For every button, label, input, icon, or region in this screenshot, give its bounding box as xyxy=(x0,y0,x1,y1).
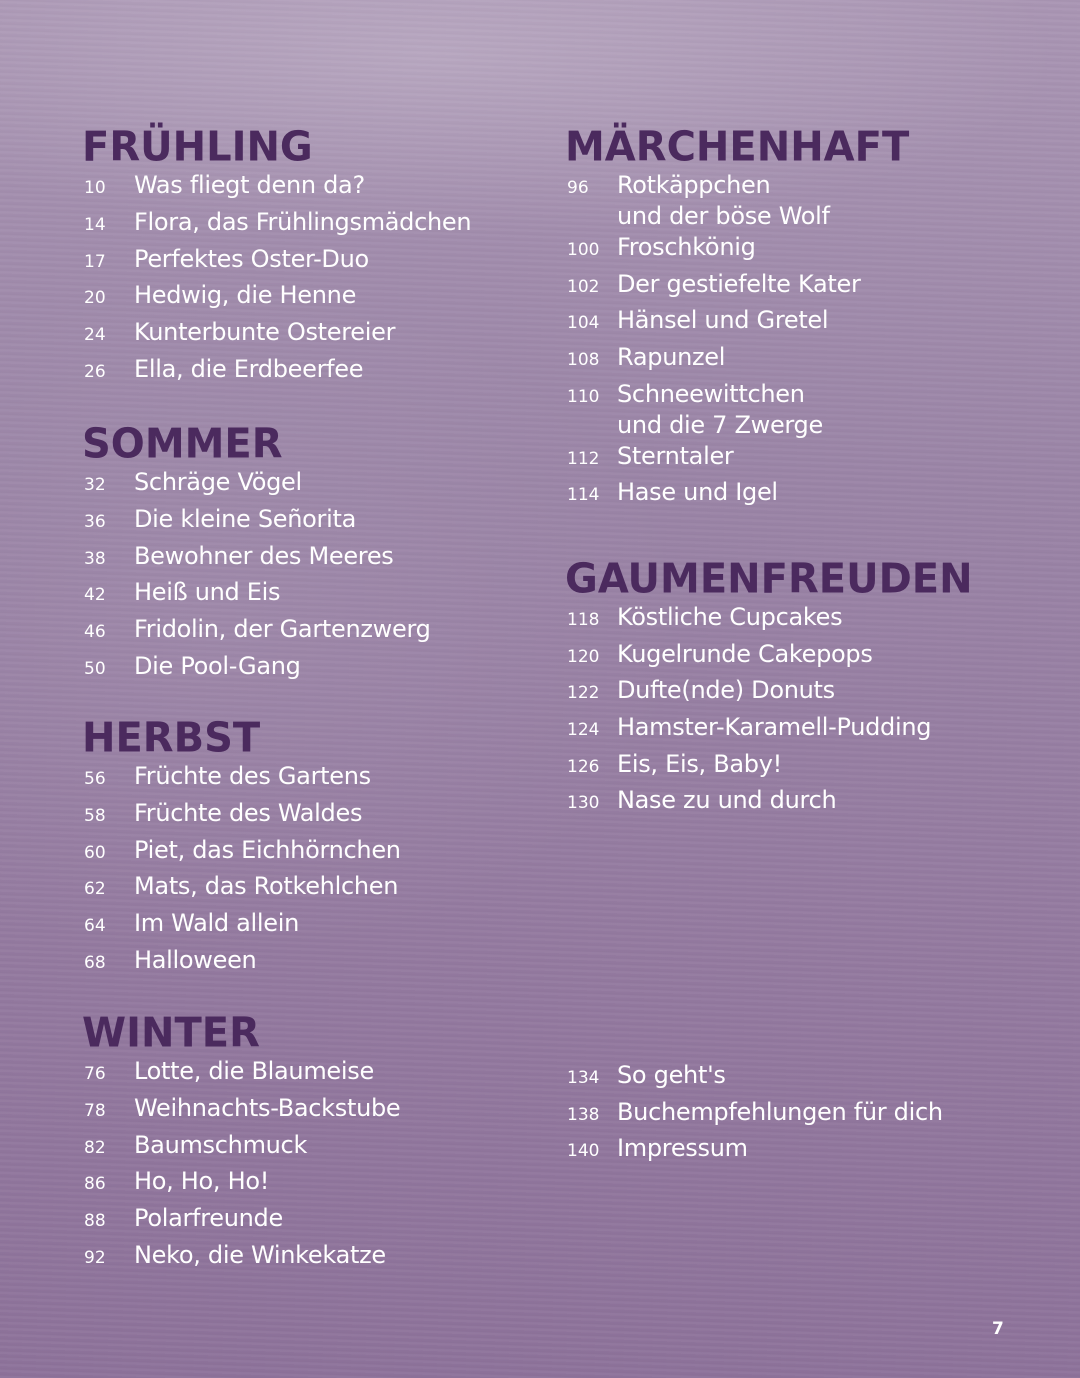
toc-entry[interactable] xyxy=(84,354,471,391)
toc-entry[interactable] xyxy=(567,1060,943,1097)
entry-page: 60 xyxy=(84,842,106,863)
toc-entry[interactable] xyxy=(567,170,909,232)
entry-page: 14 xyxy=(84,214,106,235)
section-herbst xyxy=(84,715,401,982)
entry-title: Perfektes Oster-Duo xyxy=(134,244,369,273)
entry-title: Rapunzel xyxy=(617,343,726,372)
entry-page: 130 xyxy=(567,793,600,814)
entry-title: Hase und Igel xyxy=(617,478,778,507)
entry-title: Polarfreunde xyxy=(134,1204,283,1233)
entry-title: Eis, Eis, Baby! xyxy=(617,749,782,778)
section-fruehling xyxy=(84,124,471,391)
section-heading: SOMMER xyxy=(82,420,283,468)
entry-page: 50 xyxy=(84,658,106,679)
entry-title: Hedwig, die Henne xyxy=(134,281,357,310)
entry-page: 96 xyxy=(567,178,589,198)
entry-title: So geht's xyxy=(617,1061,726,1089)
toc-entry[interactable] xyxy=(84,1093,400,1130)
entry-title: Mats, das Rotkehlchen xyxy=(134,872,399,901)
section-appendix xyxy=(567,1060,943,1170)
entry-page: 62 xyxy=(84,879,106,900)
toc-entry[interactable] xyxy=(567,342,909,379)
entry-title: Impressum xyxy=(617,1134,748,1163)
section-winter xyxy=(84,1010,400,1277)
section-heading: FRÜHLING xyxy=(82,123,313,171)
entry-page: 42 xyxy=(84,585,106,606)
entry-title: Neko, die Winkekatze xyxy=(134,1240,386,1269)
entry-title: Früchte des Gartens xyxy=(134,762,371,790)
toc-entry[interactable] xyxy=(84,908,401,945)
entry-page: 114 xyxy=(567,485,600,506)
entry-title: Schneewittchen und die 7 Zwerge xyxy=(617,379,823,439)
entry-title: Ella, die Erdbeerfee xyxy=(134,354,364,383)
entry-page: 76 xyxy=(84,1064,106,1084)
section-gaumenfreuden xyxy=(567,556,973,822)
entry-title: Nase zu und durch xyxy=(617,786,837,815)
entry-title: Lotte, die Blaumeise xyxy=(134,1057,374,1085)
entry-page: 124 xyxy=(567,720,600,741)
section-sommer xyxy=(84,421,431,688)
entry-title: Hamster-Karamell-Pudding xyxy=(617,713,932,742)
entry-page: 38 xyxy=(84,548,106,569)
toc-entry[interactable] xyxy=(84,835,401,872)
page-number: 7 xyxy=(992,1319,1004,1339)
entry-page: 110 xyxy=(567,386,600,407)
toc-entry[interactable] xyxy=(567,785,973,822)
toc-entry[interactable] xyxy=(84,467,431,504)
toc-entry[interactable] xyxy=(84,1203,400,1240)
toc-entry[interactable] xyxy=(84,651,431,688)
entry-page: 134 xyxy=(567,1068,600,1088)
entry-page: 92 xyxy=(84,1247,106,1268)
toc-entry[interactable] xyxy=(84,761,401,798)
entry-page: 140 xyxy=(567,1141,600,1162)
section-heading: GAUMENFREUDEN xyxy=(565,555,973,603)
entry-page: 46 xyxy=(84,622,106,643)
toc-entry[interactable] xyxy=(84,244,471,281)
entry-page: 118 xyxy=(567,610,600,630)
toc-entry[interactable] xyxy=(84,614,431,651)
entry-page: 88 xyxy=(84,1211,106,1232)
toc-entry[interactable] xyxy=(84,577,431,614)
toc-entry[interactable] xyxy=(567,1097,943,1134)
entry-title: Die Pool-Gang xyxy=(134,651,301,680)
entry-title: Der gestiefelte Kater xyxy=(617,269,861,298)
entry-page: 64 xyxy=(84,916,106,937)
entry-page: 36 xyxy=(84,511,106,532)
entry-title: Piet, das Eichhörnchen xyxy=(134,835,401,864)
toc-entry[interactable] xyxy=(567,477,909,514)
entry-title: Sterntaler xyxy=(617,441,734,470)
section-heading: WINTER xyxy=(82,1009,260,1057)
section-maerchenhaft xyxy=(567,124,909,514)
entry-title: Köstliche Cupcakes xyxy=(617,603,843,631)
toc-entry[interactable] xyxy=(84,170,471,207)
entry-title: Fridolin, der Gartenzwerg xyxy=(134,615,431,644)
entry-title: Kugelrunde Cakepops xyxy=(617,639,873,668)
toc-entry[interactable] xyxy=(84,945,401,982)
entry-title: Flora, das Frühlingsmädchen xyxy=(134,207,472,236)
toc-entry[interactable] xyxy=(567,639,973,676)
entry-title: Froschkönig xyxy=(617,233,756,261)
toc-entry[interactable] xyxy=(84,207,471,244)
toc-entry[interactable] xyxy=(567,675,973,712)
entry-title: Dufte(nde) Donuts xyxy=(617,676,835,705)
entry-title: Im Wald allein xyxy=(134,909,300,938)
entry-page: 26 xyxy=(84,361,106,382)
toc-entry[interactable] xyxy=(567,712,973,749)
entry-page: 58 xyxy=(84,805,106,826)
entry-page: 108 xyxy=(567,350,600,371)
entry-title: Kunterbunte Ostereier xyxy=(134,318,396,347)
entry-page: 82 xyxy=(84,1137,106,1158)
entry-page: 104 xyxy=(567,313,600,334)
entry-title: Heiß und Eis xyxy=(134,578,281,607)
toc-entry[interactable] xyxy=(84,1130,400,1167)
entry-page: 138 xyxy=(567,1104,600,1125)
toc-entry[interactable] xyxy=(84,541,431,578)
toc-entry[interactable] xyxy=(84,1240,400,1277)
entry-page: 78 xyxy=(84,1100,106,1121)
entry-page: 20 xyxy=(84,288,106,309)
entry-title: Hänsel und Gretel xyxy=(617,306,829,335)
entry-title: Halloween xyxy=(134,945,257,974)
entry-page: 102 xyxy=(567,276,600,297)
entry-title: Baumschmuck xyxy=(134,1130,308,1159)
toc-entry[interactable] xyxy=(567,232,909,269)
entry-page: 56 xyxy=(84,769,106,789)
entry-page: 32 xyxy=(84,475,106,495)
toc-entry[interactable] xyxy=(567,749,973,786)
entry-page: 112 xyxy=(567,448,600,469)
entry-page: 122 xyxy=(567,683,600,704)
section-heading: HERBST xyxy=(82,714,261,762)
entry-title: Rotkäppchen und der böse Wolf xyxy=(617,171,830,230)
entry-page: 126 xyxy=(567,756,600,777)
toc-entry[interactable] xyxy=(567,305,909,342)
toc-entry[interactable] xyxy=(567,602,973,639)
toc-entry[interactable] xyxy=(567,269,909,306)
entry-page: 10 xyxy=(84,178,106,198)
entry-page: 68 xyxy=(84,952,106,973)
toc-entry[interactable] xyxy=(84,1056,400,1093)
toc-entry[interactable] xyxy=(84,1166,400,1203)
toc-entry[interactable] xyxy=(567,379,909,441)
toc-entry[interactable] xyxy=(84,871,401,908)
entry-title: Die kleine Señorita xyxy=(134,504,356,533)
entry-page: 100 xyxy=(567,240,600,260)
entry-page: 86 xyxy=(84,1174,106,1195)
entry-title: Buchempfehlungen für dich xyxy=(617,1097,943,1126)
toc-entry[interactable] xyxy=(84,798,401,835)
entry-title: Was fliegt denn da? xyxy=(134,171,365,199)
entry-page: 17 xyxy=(84,251,106,272)
entry-title: Weihnachts-Backstube xyxy=(134,1093,401,1122)
entry-page: 120 xyxy=(567,646,600,667)
entry-title: Bewohner des Meeres xyxy=(134,541,394,570)
toc-entry[interactable] xyxy=(84,280,471,317)
section-heading: MÄRCHENHAFT xyxy=(565,123,910,171)
entry-title: Früchte des Waldes xyxy=(134,798,363,827)
toc-entry[interactable] xyxy=(84,504,431,541)
entry-title: Schräge Vögel xyxy=(134,468,302,496)
entry-page: 24 xyxy=(84,325,106,346)
toc-entry[interactable] xyxy=(567,441,909,478)
entry-title: Ho, Ho, Ho! xyxy=(134,1167,270,1196)
toc-entry[interactable] xyxy=(567,1133,943,1170)
toc-entry[interactable] xyxy=(84,317,471,354)
